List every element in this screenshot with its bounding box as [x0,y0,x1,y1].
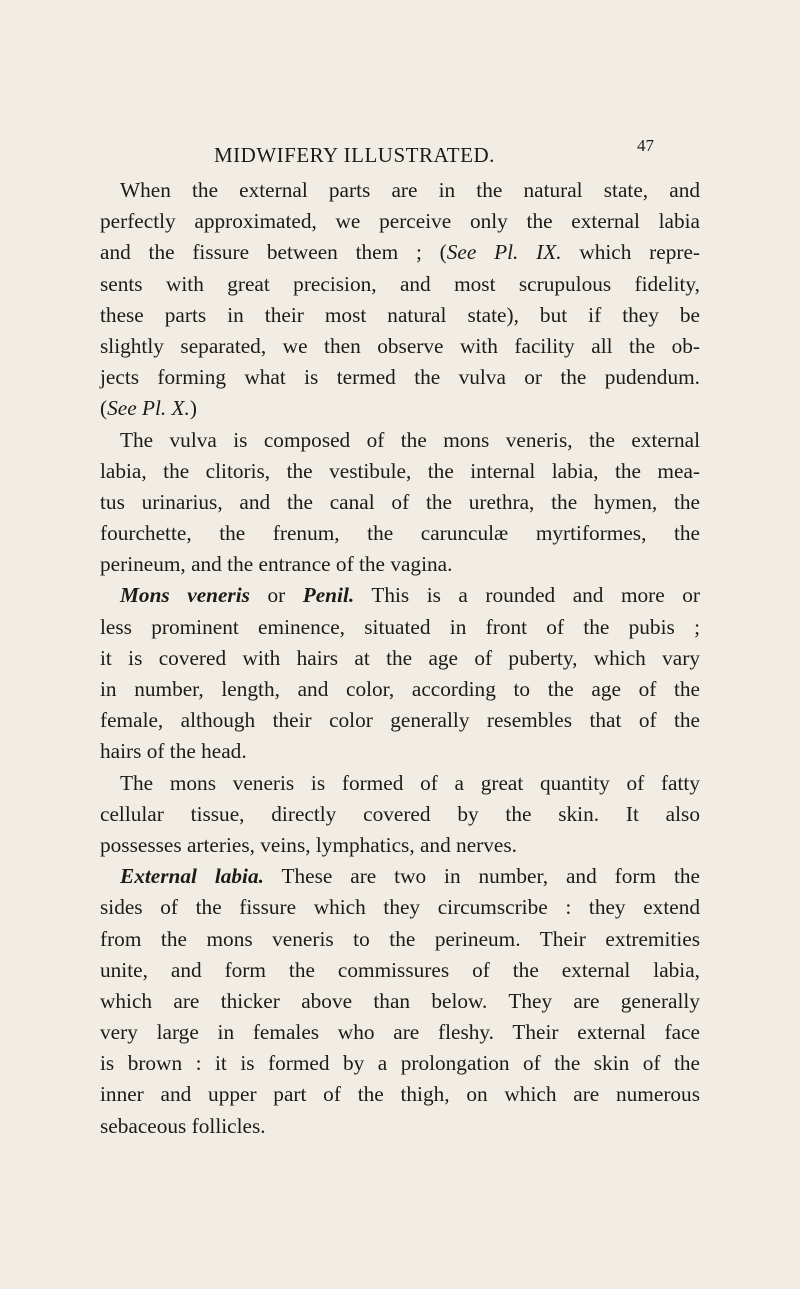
text-line [100,799,700,830]
text-line [100,331,700,362]
text-line [100,425,700,456]
text-line [100,362,700,393]
text-line [100,456,700,487]
text-segment: in number, length, and color, according to the age of the [100,677,700,701]
paragraph [100,175,700,425]
running-title: MIDWIFERY ILLUSTRATED. [214,143,495,167]
text-line [100,674,700,705]
text-line [100,1111,700,1142]
text-line [100,892,700,923]
text-segment: cellular tissue, directly covered by the skin. It also [100,801,700,826]
text-segment: This is a rounded and more or [354,583,700,608]
text-line [100,206,700,237]
text-segment: ( [100,396,108,421]
text-segment: hairs of the head. [100,739,247,764]
emphasis-text: See Pl. IX. [446,240,562,265]
text-line [100,1079,700,1110]
text-segment: unite, and form the commissures of the external labia, [100,957,700,982]
text-line [100,300,700,331]
text-line [100,518,700,549]
text-segment: sebaceous follicles. [100,1113,266,1138]
text-segment: from the mons veneris to the perineum. Their extremities [100,926,700,951]
text-line [100,269,700,300]
text-line [100,1017,700,1048]
paragraph [100,861,700,1142]
text-segment: very large in females who are fleshy. Their external face [100,1020,700,1045]
text-segment: slightly separated, we then observe with facility all the ob- [100,333,700,358]
page-number: 47 [637,136,654,155]
text-segment: When the external parts are in the natural state, and [120,178,700,202]
emphasis-text: Mons veneris [120,583,250,608]
text-line [100,830,700,861]
text-line [100,580,700,611]
page-header [0,136,800,169]
emphasis-text: External labia. [120,864,264,889]
text-segment: ) [189,396,197,421]
text-segment: these parts in their most natural state), but if they be [100,302,700,327]
text-line [100,393,700,424]
text-line [100,237,700,268]
text-segment: sents with great precision, and most scrupulous fidelity, [100,271,700,296]
text-segment: The mons veneris is formed of a great quantity of fatty [120,770,700,795]
text-segment: perineum, and the entrance of the vagina. [100,552,453,577]
text-segment: it is covered with hairs at the age of puberty, which vary [100,645,700,670]
text-segment: less prominent eminence, situated in front of the pubis ; [100,614,700,639]
text-line [100,1048,700,1079]
text-segment: inner and upper part of the thigh, on which are numerous [100,1082,700,1107]
text-segment: possesses arteries, veins, lymphatics, and nerves. [100,832,517,857]
text-segment: labia, the clitoris, the vestibule, the internal labia, the mea- [100,458,700,483]
text-segment: sides of the fissure which they circumscribe : they extend [100,895,700,920]
text-line [100,612,700,643]
text-segment: which are thicker above than below. They are generally [100,988,700,1013]
text-line [100,643,700,674]
text-line [100,487,700,518]
text-segment: jects forming what is termed the vulva or the pudendum. [100,365,700,390]
text-segment: These are two in number, and form the [263,864,700,889]
text-line [100,924,700,955]
text-segment: or [249,583,303,608]
paragraph [100,768,700,862]
text-segment: fourchette, the frenum, the carunculæ myrtiformes, the [100,521,700,546]
text-line [100,549,700,580]
text-segment: which repre- [561,240,700,265]
text-segment: tus urinarius, and the canal of the urethra, the hymen, the [100,489,700,514]
text-segment: The vulva is composed of the mons veneris, the external [120,427,700,452]
text-segment: perfectly approximated, we perceive only the external labia [100,209,700,234]
text-line [100,736,700,767]
text-line [100,986,700,1017]
text-segment: female, although their color generally resembles that of the [100,708,700,733]
text-line [100,768,700,799]
paragraph [100,425,700,581]
emphasis-text: Penil. [302,583,355,608]
text-segment: and the fissure between them ; ( [100,240,447,265]
text-line [100,861,700,892]
emphasis-text: See Pl. X. [107,396,190,421]
text-line [100,955,700,986]
paragraph [100,580,700,767]
text-segment: is brown : it is formed by a prolongation of the skin of the [100,1051,700,1076]
body-text [100,175,700,1142]
text-line [100,705,700,736]
text-line [100,175,700,206]
